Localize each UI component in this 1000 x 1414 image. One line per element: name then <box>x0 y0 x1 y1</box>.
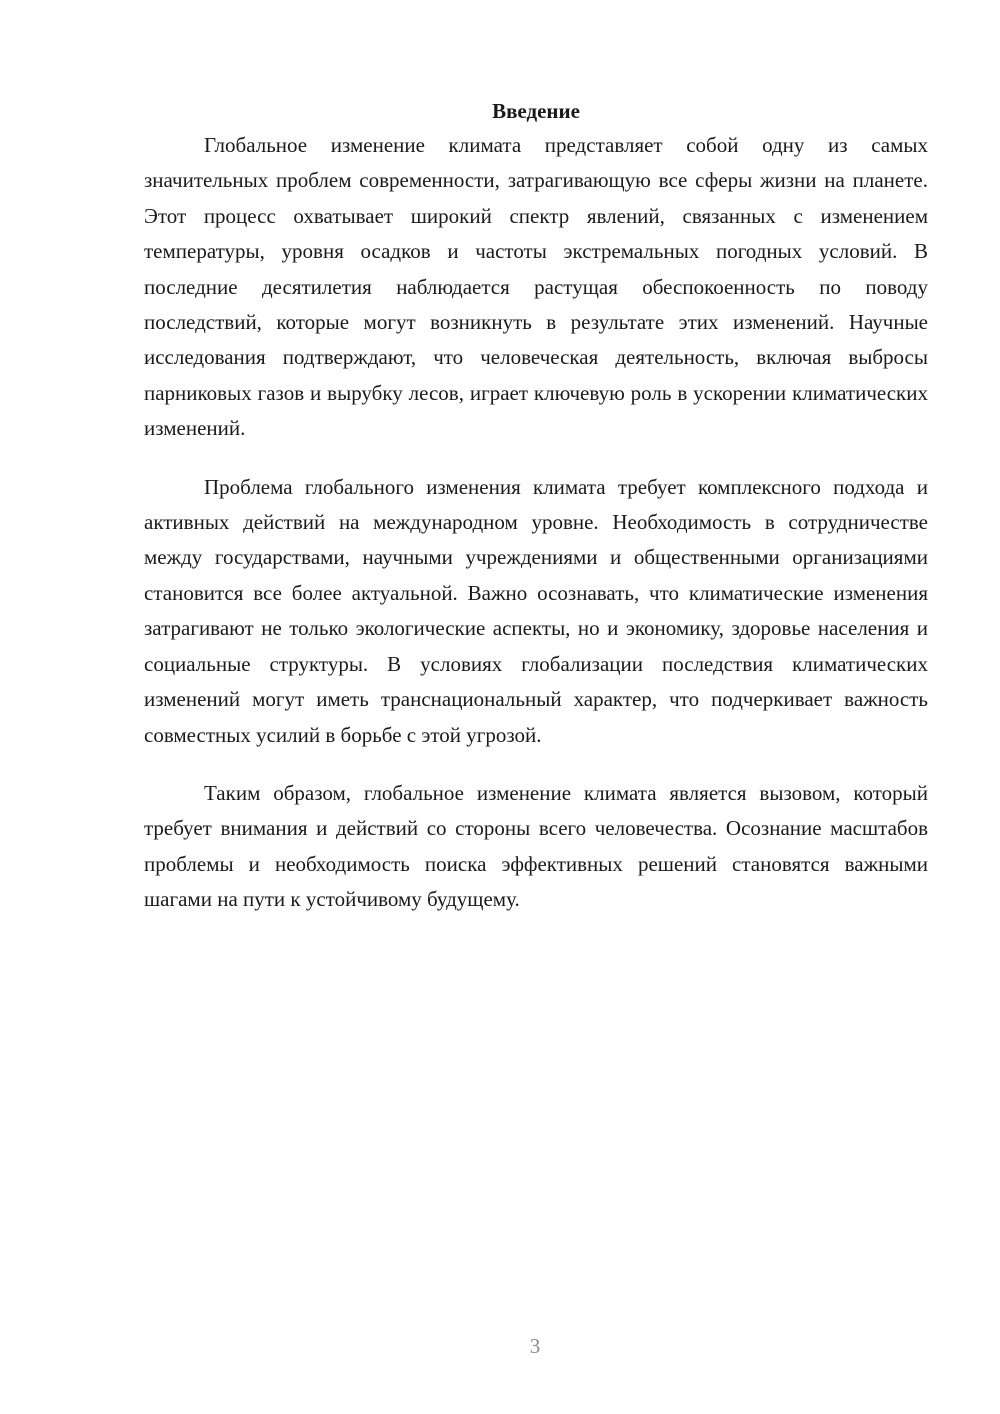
page-number: 3 <box>529 1334 541 1358</box>
paragraph-3: Таким образом, глобальное изменение климата является вызовом, который требует внимания и действий со стороны всего человечества. Осознание масштабов проблемы и необходимость поиска эффективных решений становятся важными шагами на пути к устойчивому будущему. <box>144 780 928 912</box>
paragraph-1: Глобальное изменение климата представляет собой одну из самых значительных проблем современности, затрагивающую все сферы жизни на планете. Этот процесс охватывает широкий спектр явлений, связанных с изменением температуры, уровня осадков и частоты экстремальных погодных условий. В последние десятилетия наблюдается растущая обеспокоенность по поводу последствий, которые могут возникнуть в результате этих изменений. Научные исследования подтверждают, что человеческая деятельность, включая выбросы парниковых газов и вырубку лесов, играет ключевую роль в ускорении климатических изменений. <box>144 133 928 441</box>
section-heading: Введение <box>492 99 580 123</box>
page-content <box>144 95 928 941</box>
paragraph-2: Проблема глобального изменения климата требует комплексного подхода и активных действий на международном уровне. Необходимость в сотрудничестве между государствами, научными учреждениями и общественными организациями становится все более актуальной. Важно осознавать, что климатические изменения затрагивают не только экологические аспекты, но и экономику, здоровье населения и социальные структуры. В условиях глобализации последствия климатических изменений могут иметь транснациональный характер, что подчеркивает важность совместных усилий в борьбе с этой угрозой. <box>144 474 928 747</box>
